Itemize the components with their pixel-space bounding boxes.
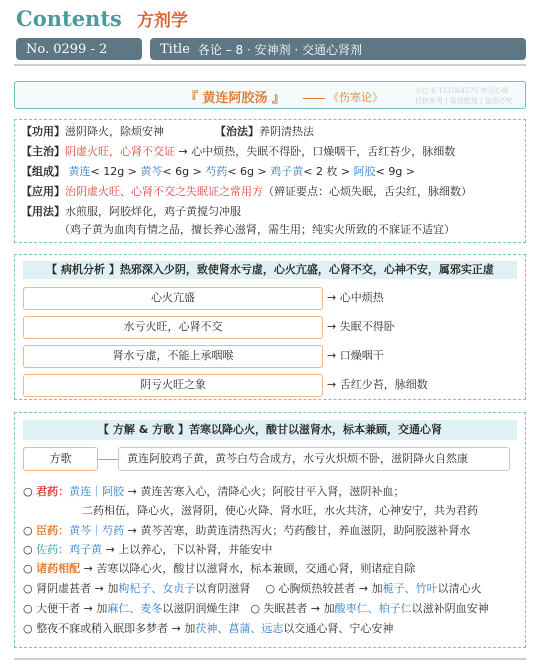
formula-title-box [14,81,526,109]
info-row-usage: 【用法】水煎服，阿胶烊化，鸡子黄搅匀冲服 [21,205,241,218]
pathology-effect: → 舌红少苔，脉细数 [327,378,428,391]
title-bar [150,38,526,60]
info-row-indication: 【主治】阴虚火旺，心肾不交证 → 心中烦热，失眠不得卧，口燥咽干，舌红苔少，脉细数 [21,145,456,158]
header-title: Contents [16,6,122,31]
formula-source: 《伤寒论》 [303,89,383,105]
zuo-row: ○ 佐药：鸡子黄 → 上以养心，下以补肾，并能安中 [23,543,273,556]
pathology-cause: 心火亢盛 [23,287,323,310]
song-connector [98,459,118,460]
bottom-divider [14,658,526,660]
pathology-box [14,254,526,400]
prescription-heading: 【 方解 & 方歌 】苦寒以降心火，酸甘以滋肾水，标本兼顾，交通心肾 [23,420,517,440]
combination-row: ○ 诸药相配 → 苦寒以降心火，酸甘以滋肾水，标本兼顾，交通心肾，则诸症自除 [23,562,416,575]
formula-name: 『 黄连阿胶汤 』 [185,91,286,106]
song-text: 黄连阿胶鸡子黄，黄芩白芍合成方，水亏火炽烦不卧，滋阴降火自然康 [118,447,510,471]
jun-row: ○ 君药：黄连｜阿胶 → 黄连苦寒入心，清降心火；阿胶甘平入肾，滋阴补血； [23,485,405,498]
number-bar [16,38,142,60]
title-text: 各论 – 8 · 安神剂 · 交通心肾剂 [197,42,363,57]
info-row-application: 【应用】治阴虚火旺、心肾不交之失眠证之常用方（辨证要点：心烦失眠，舌尖红，脉细数） [21,185,472,198]
chen-row: ○ 臣药：黄芩｜芍药 → 黄芩苦寒，助黄连清热泻火；芍药酸甘，养血滋阴，助阿胶滋补肾水 [23,524,471,537]
info-row-function: 【功用】滋阴降火，除烦安神 【治法】养阴清热法 [21,125,314,138]
modification-row-3: ○ 整夜不寐或稍入眠即多梦者 → 加茯神、菖蒲、远志以交通心肾、宁心安神 [23,622,394,635]
header-subtitle: 方剂学 [136,11,188,31]
modification-row-1: ○ 肾阴虚甚者 → 加枸杞子、女贞子以育阴滋肾 ○ 心胸烦热较甚者 → 加栀子、竹叶以清心火 [23,582,482,595]
modification-row-2: ○ 大便干者 → 加麻仁、麦冬以滋阴润燥生津 ○ 失眠甚者 → 加酸枣仁、柏子仁以滋补阴血安神 [23,602,489,615]
header [16,6,188,36]
pathology-cause: 水亏火旺，心肾不交 [23,316,323,339]
info-row-composition: 【组成】 黄连< 12g > 黄芩< 6g > 芍药< 6g > 鸡子黄< 2 枚 > 阿胶< 9g > [21,165,416,178]
title-label: Title [160,41,190,57]
top-divider [14,64,526,66]
pathology-effect: → 口燥咽干 [327,349,384,362]
watermark: 小红书 151564575 学习心得 仅供参考 | 原创整理 | 盗用必究 [415,87,513,105]
pathology-heading: 【 病机分析 】热邪深入少阴，致使肾水亏虚，心火亢盛，心肾不交，心神不安，属邪实正虚 [23,261,517,279]
pathology-cause: 阴亏火旺之象 [23,374,323,397]
info-usage-note: （鸡子黄为血肉有情之品，擅长养心滋肾，需生用；纯实火所致的不寐证不适宜） [59,223,455,236]
page-number: No. 0299 - 2 [26,41,108,57]
prescription-box [14,412,526,648]
pathology-effect: → 心中烦热 [327,291,384,304]
song-label: 方歌 [23,447,98,471]
pathology-effect: → 失眠不得卧 [327,320,395,333]
pathology-cause: 肾水亏虚，不能上承咽喉 [23,345,323,368]
formula-info-box [14,119,526,243]
jun-row-cont: 二药相伍，降心火，滋肾阴，使心火降、肾水旺，水火共济，心神安宁，共为君药 [82,504,478,517]
